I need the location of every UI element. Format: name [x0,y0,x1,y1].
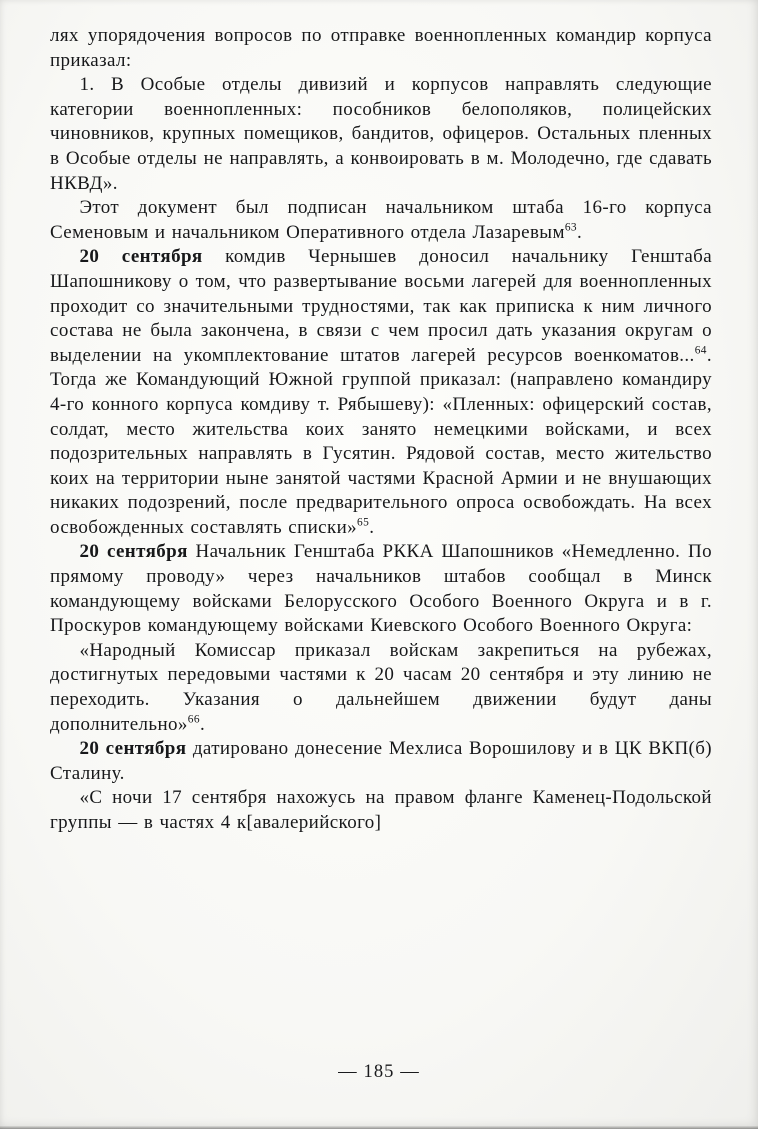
footnote-ref: 64 [694,344,707,357]
text-run: «С ночи 17 сентября нахожусь на правом фланге Каменец-Подольской группы — в частях 4 к[авалерийского] [50,787,712,833]
text-run: 1. В Особые отделы дивизий и корпусов направлять следующие категории военнопленных: пособников белополяков, полицейских чиновников, крупных помещиков, бандитов, офицеров. Остальных пленных в Особые отделы не направлять, а конвоировать в м. Молодечно, где сдавать НКВД». [50,74,712,194]
text-run: . Тогда же Командующий Южной группой приказал: (направлено командиру 4-го конного корпуса комдиву т. Рябышеву): «Пленных: офицерский состав, солдат, место жительства коих занято немецкими войсками, и всех подозрительных направлять в Гусятин. Рядовой состав, место жительство коих на территории ныне занятой частями Красной Армии и не внушающих никаких подозрений, после предварительного опроса освобождать. На всех освобожденных составлять списки» [50,344,712,538]
footnote-ref: 65 [357,516,370,529]
text-run: . [577,221,583,243]
paragraph [50,24,712,73]
text-run: датировано донесение Мехлиса Ворошилову и в ЦК ВКП(б) Сталину. [50,738,713,784]
paragraph [50,737,712,786]
footnote-ref: 66 [187,713,200,726]
paragraph [50,786,712,835]
paragraph [50,540,712,638]
page-text [50,24,712,836]
paragraph [50,73,712,196]
footnote-ref: 63 [564,221,578,234]
text-run: «Народный Комиссар приказал войскам закрепиться на рубежах, достигнутых передовыми частями к 20 часам 20 сентября и эту линию не переходить. Указания о дальнейшем движении будут даны дополнительно» [50,639,712,735]
page-number: — 185 — [338,1062,420,1082]
text-run: . [369,516,375,538]
paragraph [50,245,712,540]
text-run: Этот документ был подписан начальником штаба 16-го корпуса Семеновым и начальником Оперативного отдела Лазаревым [50,197,712,243]
paragraph [50,639,712,737]
text-run: комдив Чернышев доносил начальнику Генштаба Шапошникову о том, что развертывание восьми лагерей для военнопленных проходит со значительными трудностями, так как приписка к ним личного состава не была закончена, в связи с чем просил дать указания округам о выделении на укомплектование штатов лагерей ресурсов военкоматов... [50,246,713,366]
text-run: . [199,713,206,735]
paragraph [50,196,712,245]
text-run: 20 сентября [79,246,203,268]
text-run: Начальник Генштаба РККА Шапошников «Немедленно. По прямому проводу» через начальников штабов сообщал в Минск командующему войсками Белорусского Особого Военного Округа и в г. Проскуров командующему войсками Киевского Особого Военного Округа: [50,541,712,637]
text-run: лях упорядочения вопросов по отправке военнопленных командир корпуса приказал: [50,25,712,71]
text-run: 20 сентября [79,738,187,760]
text-run: 20 сентября [79,541,188,563]
